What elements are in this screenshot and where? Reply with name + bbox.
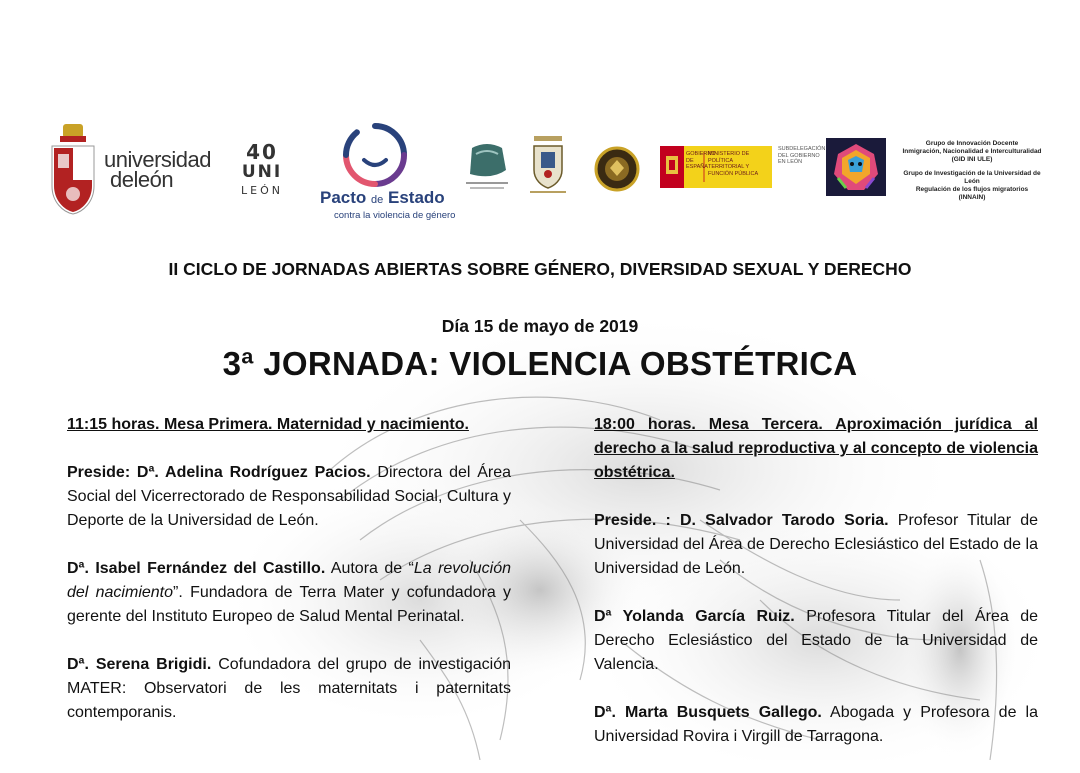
speaker-description: Profesora Titular del Área de Derecho Eclesiástico del Estado de la Universidad de Valencia. (594, 608, 1039, 673)
speaker-salvador (594, 509, 1038, 581)
gid-line6: (INNAIN) (958, 194, 986, 201)
logo-row (0, 0, 1080, 230)
uni40-number: 40 (246, 140, 278, 164)
mesa-tercera-heading: 18:00 horas. Mesa Tercera. Aproximación jurídica al derecho a la salud reproductiva y al concepto de violencia obstétrica. (594, 416, 1038, 481)
speaker-marta (594, 701, 1038, 749)
speaker-name: Dª. Isabel Fernández del Castillo. (67, 560, 326, 577)
speaker-name: Dª Yolanda García Ruiz. (594, 608, 795, 625)
ule-line1: universidad (104, 147, 212, 172)
speaker-yolanda (594, 605, 1038, 677)
gid-line2: Inmigración, Nacionalidad e Interculturalidad (902, 148, 1042, 155)
program-right-column (594, 413, 1038, 773)
pacto-title-de: de (371, 194, 384, 206)
grupo-innovacion-text (902, 140, 1042, 202)
speaker-description: Directora del Área Social del Vicerrectorado de Responsabilidad Social, Cultura y Deporte de la Universidad de León. (67, 464, 512, 529)
pacto-title-a: Pacto (320, 188, 372, 207)
speaker-name: Dª. Marta Busquets Gallego. (594, 704, 822, 721)
gobierno-label-2: MINISTERIO DE POLÍTICA TERRITORIAL Y FUNCIÓN PÚBLICA (708, 151, 759, 177)
event-date: Día 15 de mayo de 2019 (441, 316, 639, 336)
gobierno-label-1: GOBIERNO DE ESPAÑA (686, 151, 716, 170)
speaker-name: Preside. : D. Salvador Tarodo Soria. (594, 512, 889, 529)
speaker-description: Cofundadora del grupo de investigación MATER: Observatori de les maternitats i paternitats contemporanis. (67, 656, 511, 721)
gid-line3: (GID INI ULE) (951, 156, 993, 163)
uni40-mid: UNI (241, 162, 283, 182)
uni40-bottom: LEÓN (241, 184, 283, 197)
colorful-lion-logo (826, 138, 886, 196)
crest-emblem-logo (524, 134, 572, 196)
gid-line5: Regulación de los flujos migratorios (915, 186, 1029, 193)
ule-line2: deleón (110, 167, 174, 192)
pacto-estado-title (320, 188, 445, 208)
speaker-name: Preside: Dª. Adelina Rodríguez Pacios. (67, 464, 371, 481)
speaker-description: Autora de “ (325, 560, 414, 577)
speaker-description: Abogada y Profesora de la Universidad Rovira i Virgill de Tarragona. (594, 704, 1038, 745)
universidad-leon-wordmark (104, 147, 212, 192)
speaker-name: Dª. Serena Brigidi. (67, 656, 212, 673)
mesa-primera-heading: 11:15 horas. Mesa Primera. Maternidad y nacimiento. (67, 416, 469, 433)
gid-line4: Grupo de Investigación de la Universidad de León (903, 170, 1041, 185)
pacto-estado-subtitle: contra la violencia de género (334, 210, 456, 221)
jornada-title: 3ª JORNADA: VIOLENCIA OBSTÉTRICA (222, 345, 858, 382)
round-seal-logo (594, 146, 640, 192)
universidad-leon-crest-icon (48, 124, 98, 216)
gid-line1: Grupo de Innovación Docente (925, 140, 1019, 147)
pacto-title-b: Estado (383, 188, 445, 207)
speaker-description: ”. Fundadora de Terra Mater y cofundadora y gerente del Instituto Europeo de Salud Mental Perinatal. (67, 584, 511, 625)
program-left-column (67, 413, 511, 749)
speaker-description: Profesor Titular de Universidad del Área de Derecho Eclesiástico del Estado de la Universidad de León. (594, 512, 1039, 577)
speaker-serena (67, 653, 511, 725)
ciclo-title: II CICLO DE JORNADAS ABIERTAS SOBRE GÉNERO, DIVERSIDAD SEXUAL Y DERECHO (168, 259, 912, 279)
speaker-isabel (67, 557, 511, 629)
teal-emblem-logo (462, 140, 512, 192)
uni40-logo (238, 140, 286, 197)
book-title: La revolución del nacimiento (67, 560, 512, 601)
speaker-adelina (67, 461, 511, 533)
gobierno-label-3: SUBDELEGACIÓN DEL GOBIERNO EN LEÓN (778, 146, 826, 165)
pacto-estado-smile-icon (342, 122, 408, 188)
